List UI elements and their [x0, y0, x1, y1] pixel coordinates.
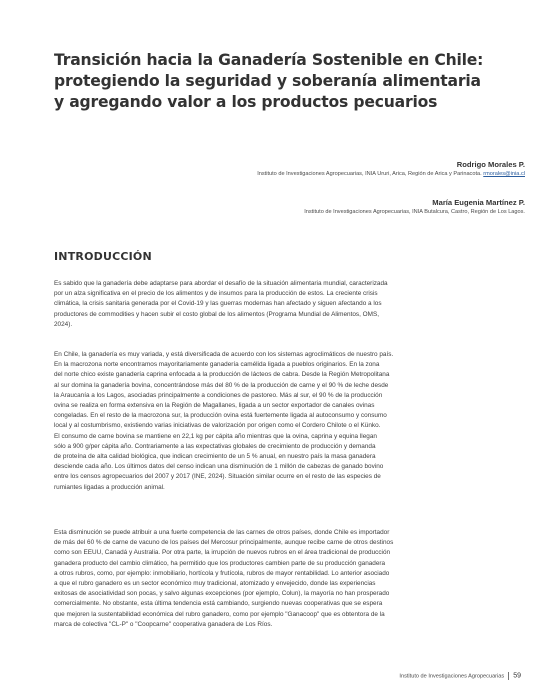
text-line: marca de colectiva "CL-P" o "Coopcarne" cooperativa ganadera de Los Ríos. — [54, 620, 273, 628]
text-line: ganadera producto del cambio climático, ha permitido que los productores cambien parte de su producción ganadera — [54, 559, 386, 567]
text-line: desciende cada año. Los últimos datos del censo indican una disminución de 1 millón de cabezas de ganado bovino — [54, 463, 384, 471]
text-line: En la macrozona norte encontramos mayoritariamente ganadería camélida ligada a pueblos originarios. En la zona — [54, 361, 380, 369]
text-line: congeladas. En el resto de la macrozona sur, la producción ovina está fuertemente ligada al autoconsumo y consumo — [54, 412, 387, 420]
text-line: Es sabido que la ganadería debe adaptarse para abordar el desafío de la situación alimentaria mundial, caracterizada — [54, 280, 388, 287]
text-line: como son EEUU, Canadá y Australia. Por otra parte, la irrupción de nuevos rubros en el área tradicional de producción — [54, 549, 391, 557]
text-line: a otros rubros, como, por ejemplo: inmobiliario, hortícola y frutícola, rubros de mayor rentabilidad. Lo anterior asociado — [54, 569, 390, 577]
title-line: Transición hacia la Ganadería Sostenible en Chile: — [54, 51, 484, 69]
author-email-link[interactable]: rmorales@inia.cl — [483, 171, 525, 177]
text-line: a que el rubro ganadero es un sector económico muy tradicional, atomizado y envejecido, donde las experiencias — [54, 580, 376, 588]
text-line: exitosas de asociatividad son pocas, y salvo algunas excepciones (por ejemplo, Colun), la mayoría no han prosperado — [54, 590, 390, 598]
page-footer — [399, 672, 521, 680]
author-name: Rodrigo Morales P. — [456, 160, 525, 169]
paragraph-2 — [54, 350, 524, 493]
text-line: En Chile, la ganadería es muy variada, y está diversificada de acuerdo con los sistemas agroclimáticos de nuestro país. — [54, 351, 394, 358]
paragraph-3 — [54, 528, 524, 630]
text-line: ovina se realiza en forma extensiva en la Región de Magallanes, ligada a un sector exportador de canales ovinas — [54, 402, 375, 410]
text-line: la Araucanía a los Lagos, asociadas principalmente a condiciones de pastoreo. Más al sur, el 90 % de la producción — [54, 391, 383, 399]
text-line: local y al costumbrismo, existiendo varias iniciativas de valorización por origen como el Cordero Chilote o el Künko. — [54, 422, 381, 430]
text-line: comercialmente. No obstante, esta última tendencia está cambiando, surgiendo nuevas cooperativas que se espera — [54, 600, 383, 608]
author-block-1 — [257, 160, 525, 179]
footer-divider — [508, 672, 509, 680]
affiliation-text: Instituto de Investigaciones Agropecuarias, INIA Ururi, Arica, Región de Arica y Parinacota. — [257, 171, 482, 177]
author-affiliation — [257, 170, 525, 179]
text-line: Esta disminución se puede atribuir a una fuerte competencia de las carnes de otros países, donde Chile es importador — [54, 529, 390, 536]
author-affiliation: Instituto de Investigaciones Agropecuarias, INIA Butalcura, Castro, Región de Los Lagos. — [304, 209, 525, 215]
text-line: El consumo de carne bovina se mantiene en 22,1 kg per cápita año mientras que la ovina, caprina y equina llegan — [54, 432, 377, 440]
article-title — [54, 50, 524, 113]
text-line: de más del 60 % de carne de vacuno de los países del Mercosur principalmente, aunque recibe carne de otros destinos — [54, 539, 394, 547]
page-number: 59 — [513, 672, 521, 680]
text-line: del norte chico existe ganadería caprina enfocada a la producción de lácteos de cabra. Desde la Región Metropolitana — [54, 371, 390, 379]
paragraph-1 — [54, 279, 524, 330]
text-line: productores de commodities y hacen subir el costo global de los alimentos (Programa Mundial de Alimentos, OMS, — [54, 310, 380, 318]
text-line: por un alza significativa en el precio de los alimentos y de insumos para la producción de estos. La creciente crisis — [54, 290, 378, 298]
text-line: al sur domina la ganadería bovina, concentrándose más del 80 % de la producción de carne y el 90 % de leche desde — [54, 381, 389, 389]
text-line: de proteína de alta calidad biológica, que indican crecimiento de un 5 % anual, en nuestro país la masa ganadera — [54, 453, 376, 461]
text-line: que mejoren la sustentabilidad económica del rubro ganadero, como por ejemplo "Ganacoop" que es obtentora de la — [54, 610, 385, 618]
text-line: climática, la crisis sanitaria generada por el Covid-19 y las guerras modernas han afectado y siguen afectando a los — [54, 300, 382, 308]
title-line: y agregando valor a los productos pecuarios — [54, 93, 438, 111]
footer-institution: Instituto de Investigaciones Agropecuarias — [399, 673, 505, 680]
text-line: sólo a 900 g/per cápita año. Contrariamente a las expectativas globales de crecimiento de producción y demanda — [54, 442, 376, 450]
text-line: rumiantes ligadas a producción animal. — [54, 483, 165, 491]
author-name: María Eugenia Martínez P. — [432, 198, 525, 207]
text-line: entre los censos agropecuarios del 2007 y 2017 (INE, 2024). Situación similar ocurre en el resto de las especies de — [54, 473, 381, 481]
author-block-2 — [304, 198, 525, 217]
text-line: 2024). — [54, 320, 73, 328]
title-line: protegiendo la seguridad y soberanía alimentaria — [54, 72, 481, 90]
section-heading: INTRODUCCIÓN — [54, 250, 152, 263]
